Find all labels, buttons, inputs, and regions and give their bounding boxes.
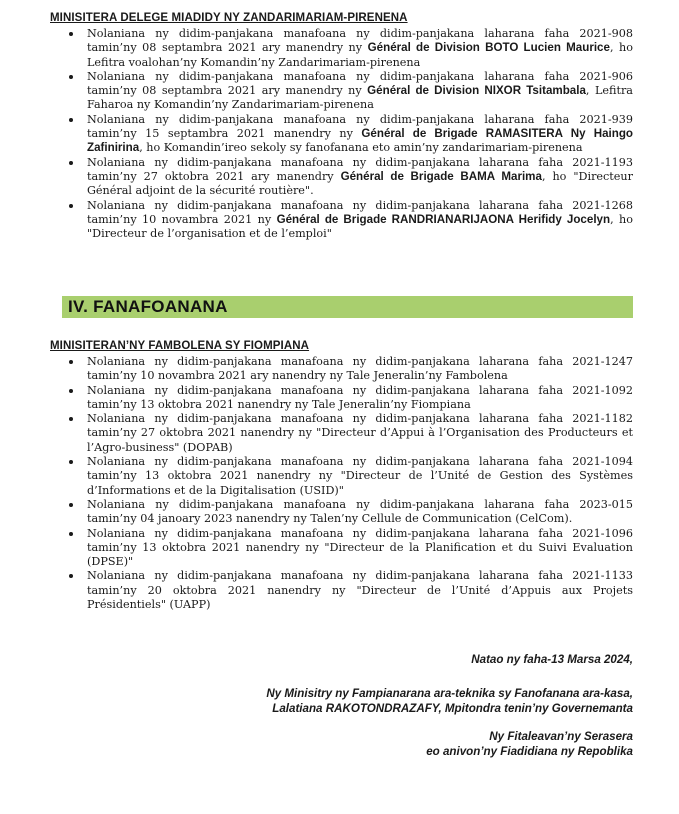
bullet-icon [69, 574, 73, 578]
bullet-icon [69, 118, 73, 122]
decree-list-agriculture [67, 355, 633, 612]
signature-minister-name: Lalatiana RAKOTONDRAZAFY, Mpitondra tenin’ny Governemanta [272, 702, 633, 715]
section-title-agriculture: MINISITERAN’NY FAMBOLENA SY FIOMPIANA [50, 340, 310, 352]
list-item: Nolaniana ny didim-panjakana manafoana ny didim-panjakana laharana faha 2021-1193 tamin’ny 27 oktobra 2021 ary manendry Général de Brigade BAMA Marima, ho "Directeur Général adjoint de la sécurité routière". [67, 156, 633, 199]
list-item: Nolaniana ny didim-panjakana manafoana ny didim-panjakana laharana faha 2021-1268 tamin’ny 10 novambra 2021 ny Général de Brigade RANDRIANARIJAONA Herifidy Jocelyn, ho "Directeur de l’organisation et de l’emploi" [67, 199, 633, 242]
list-item: Nolaniana ny didim-panjakana manafoana ny didim-panjakana laharana faha 2021-1247 tamin’ny 10 novambra 2021 ary nanendry ny Tale Jeneralin’ny Fambolena [67, 355, 633, 384]
list-item: Nolaniana ny didim-panjakana manafoana ny didim-panjakana laharana faha 2021-939 tamin’ny 15 septambra 2021 manendry ny Général de Brigade RAMASITERA Ny Haingo Zafinirina, ho Komandin’ireo sekoly sy fanofanana eto amin’ny zandarimariam-pirenena [67, 113, 633, 156]
bullet-icon [69, 389, 73, 393]
list-item: Nolaniana ny didim-panjakana manafoana ny didim-panjakana laharana faha 2021-1096 tamin’ny 13 oktobra 2021 nanendry ny "Directeur de la Planification et du Suivi Evaluation (DPSE)" [67, 527, 633, 570]
bullet-icon [69, 204, 73, 208]
section-heading-band [62, 296, 633, 318]
list-item: Nolaniana ny didim-panjakana manafoana ny didim-panjakana laharana faha 2021-906 tamin’ny 08 septambra 2021 ary manendry ny Général de Division NIXOR Tsitambala, Lefitra Faharoa ny Komandin’ny Zandarimariam-pirenena [67, 70, 633, 113]
section-heading: IV. FANAFOANANA [68, 297, 228, 316]
list-item: Nolaniana ny didim-panjakana manafoana ny didim-panjakana laharana faha 2021-1094 tamin’ny 13 oktobra 2021 nanendry ny "Directeur de l’Unité de Gestion des Systèmes d’Informations et de la Digitalisation (USID)" [67, 455, 633, 498]
list-item: Nolaniana ny didim-panjakana manafoana ny didim-panjakana laharana faha 2021-908 tamin’ny 08 septambra 2021 ary manendry ny Général de Division BOTO Lucien Maurice, ho Lefitra voalohan’ny Komandin’ny Zandarimariam-pirenena [67, 27, 633, 70]
bullet-icon [69, 503, 73, 507]
signature-minister-title: Ny Minisitry ny Fampianarana ara-teknika sy Fanofanana ara-kasa, [266, 687, 633, 700]
signature-date: Natao ny faha-13 Marsa 2024, [471, 653, 633, 666]
section-title-gendarmerie: MINISITERA DELEGE MIADIDY NY ZANDARIMARIAM-PIRENENA [50, 12, 408, 24]
list-item: Nolaniana ny didim-panjakana manafoana ny didim-panjakana laharana faha 2021-1182 tamin’ny 27 oktobra 2021 nanendry ny "Directeur d’Appui à l’Organisation des Producteurs et l’Agro-business" (DOPAB) [67, 412, 633, 455]
bullet-icon [69, 460, 73, 464]
bullet-icon [69, 532, 73, 536]
bullet-icon [69, 417, 73, 421]
list-item: Nolaniana ny didim-panjakana manafoana ny didim-panjakana laharana faha 2023-015 tamin’ny 04 janoary 2023 nanendry ny Talen’ny Cellule de Communication (CelCom). [67, 498, 633, 527]
list-item: Nolaniana ny didim-panjakana manafoana ny didim-panjakana laharana faha 2021-1133 tamin’ny 20 oktobra 2021 nanendry ny "Directeur de l’Unité d’Appuis aux Projets Présidentiels" (UAPP) [67, 569, 633, 612]
list-item: Nolaniana ny didim-panjakana manafoana ny didim-panjakana laharana faha 2021-1092 tamin’ny 13 oktobra 2021 nanendry ny Tale Jeneralin’ny Fiompiana [67, 384, 633, 413]
signature-secretary-office: eo anivon’ny Fiadidiana ny Repoblika [426, 745, 633, 758]
bullet-icon [69, 161, 73, 165]
bullet-icon [69, 75, 73, 79]
bullet-icon [69, 32, 73, 36]
decree-list-gendarmerie [67, 27, 633, 241]
bullet-icon [69, 360, 73, 364]
signature-secretary-title: Ny Fitaleavan’ny Serasera [489, 730, 633, 743]
